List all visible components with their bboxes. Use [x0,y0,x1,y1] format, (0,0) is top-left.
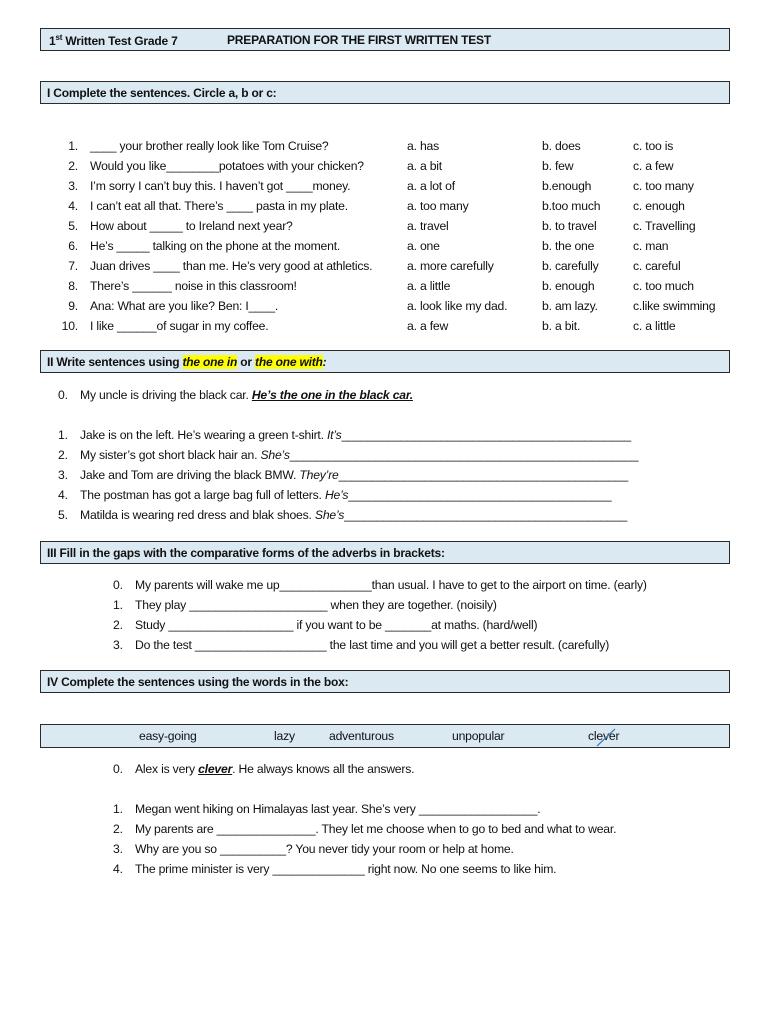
item-number: 3. [113,638,123,652]
test-title: PREPARATION FOR THE FIRST WRITTEN TEST [227,33,491,47]
word-lazy: lazy [274,729,295,743]
option-c: c. too many [633,179,694,193]
answer-blank: ____________________________________________ [341,428,631,442]
question-number: 8. [68,279,78,293]
section-2-header [40,350,730,373]
option-a: a. has [407,139,440,153]
item-number: 1. [58,428,68,442]
section-2-example: 0. My uncle is driving the black car. He’s the one in the black car. [58,388,413,402]
item-number: 1. [113,598,123,612]
sentence-text [80,508,627,522]
option-a: a. one [407,239,440,253]
answer-blank: ___________________________________________ [344,508,628,522]
section-3-header [40,541,730,564]
option-c: c. man [633,239,669,253]
question-number: 1. [68,139,78,153]
section-3-title: III Fill in the gaps with the comparative forms of the adverbs in brackets: [47,546,445,560]
item-number: 2. [113,822,123,836]
item-number: 4. [58,488,68,502]
option-a: a. a little [407,279,451,293]
word-sentence-text: The prime minister is very ______________ right now. No one seems to like him. [135,862,557,876]
option-b: b.enough [542,179,592,193]
option-c: c. too is [633,139,674,153]
question-number: 6. [68,239,78,253]
item-number: 5. [58,508,68,522]
answer-blank: ________________________________________ [348,488,612,502]
option-c: c. Travelling [633,219,696,233]
test-header [40,28,730,51]
item-number: 4. [113,862,123,876]
gap-text: My parents will wake me up______________than usual. I have to get to the airport on time. (early) [135,578,647,592]
sentence-prompt: Jake is on the left. He’s wearing a green t-shirt. [80,428,327,442]
question-text: I’m sorry I can’t buy this. I haven’t got ____money. [90,179,351,193]
option-c: c. a little [633,319,676,333]
strikeout-mark-icon [595,727,617,747]
option-b: b. am lazy. [542,299,598,313]
gap-text: Do the test ____________________ the last time and you will get a better result. (carefully) [135,638,610,652]
sentence-prompt: The postman has got a large bag full of letters. [80,488,325,502]
answer-blank: _____________________________________________________ [289,448,639,462]
question-number: 7. [68,259,78,273]
word-adventurous: adventurous [329,729,394,743]
section-2-title: II Write sentences using the one in or the one with: [47,355,327,369]
question-text: Would you like________potatoes with your chicken? [90,159,364,173]
section-4-header [40,670,730,693]
option-c: c. enough [633,199,685,213]
answer-blank: ____________________________________________ [338,468,629,482]
question-text: ____ your brother really look like Tom Cruise? [90,139,329,153]
item-number: 3. [113,842,123,856]
option-b: b.too much [542,199,601,213]
option-a: a. a bit [407,159,442,173]
sentence-text [80,428,631,442]
word-box [40,724,730,748]
gap-text: Study ___________________ if you want to be _______at maths. (hard/well) [135,618,538,632]
question-number: 9. [68,299,78,313]
option-a: a. travel [407,219,449,233]
question-text: There’s ______ noise in this classroom! [90,279,297,293]
word-easy-going: easy-going [139,729,197,743]
option-b: b. a bit. [542,319,581,333]
section-1-title: I Complete the sentences. Circle a, b or c: [47,86,277,100]
question-number: 3. [68,179,78,193]
sentence-text [80,488,611,502]
option-c: c. too much [633,279,694,293]
question-text: Ana: What are you like? Ben: I____. [90,299,279,313]
option-b: b. carefully [542,259,599,273]
section-1-header [40,81,730,104]
sentence-start: It’s [327,428,342,442]
sentence-prompt: Matilda is wearing red dress and blak shoes. [80,508,315,522]
question-text: Juan drives ____ than me. He’s very good at athletics. [90,259,373,273]
gap-text: They play _____________________ when they are together. (noisily) [135,598,497,612]
sentence-text [80,468,628,482]
word-sentence-text: My parents are _______________. They let me choose when to go to bed and what to wear. [135,822,617,836]
option-c: c. careful [633,259,681,273]
word-sentence-text: Megan went hiking on Himalayas last year. She’s very __________________. [135,802,541,816]
sentence-start: He’s [324,488,349,502]
item-number: 2. [58,448,68,462]
option-a: a. too many [407,199,469,213]
section-4-example: 0. Alex is very clever. He always knows all the answers. [113,762,415,776]
option-a: a. a few [407,319,449,333]
question-text: He’s _____ talking on the phone at the moment. [90,239,341,253]
item-number: 0. [113,578,123,592]
option-a: a. more carefully [407,259,494,273]
sentence-start: She’s [314,508,345,522]
option-c: c. a few [633,159,674,173]
sentence-start: She’s [260,448,290,462]
sentence-text [80,448,638,462]
word-clever: clever [588,729,620,743]
section-4-title: IV Complete the sentences using the words in the box: [47,675,349,689]
question-number: 10. [61,319,78,333]
sentence-prompt: Jake and Tom are driving the black BMW. [80,468,300,482]
item-number: 1. [113,802,123,816]
option-a: a. look like my dad. [407,299,508,313]
sentence-prompt: My sister’s got short black hair an. [80,448,261,462]
sentence-start: They’re [299,468,339,482]
option-b: b. few [542,159,574,173]
question-number: 2. [68,159,78,173]
option-b: b. does [542,139,581,153]
question-text: I like ______of sugar in my coffee. [90,319,269,333]
question-text: How about _____ to Ireland next year? [90,219,293,233]
item-number: 3. [58,468,68,482]
word-sentence-text: Why are you so __________? You never tidy your room or help at home. [135,842,514,856]
test-label: 1st Written Test Grade 7 [49,33,178,48]
question-text: I can’t eat all that. There’s ____ pasta in my plate. [90,199,348,213]
option-c: c.like swimming [633,299,716,313]
question-number: 5. [68,219,78,233]
option-b: b. enough [542,279,595,293]
option-a: a. a lot of [407,179,455,193]
option-b: b. the one [542,239,595,253]
question-number: 4. [68,199,78,213]
item-number: 2. [113,618,123,632]
word-unpopular: unpopular [452,729,505,743]
option-b: b. to travel [542,219,597,233]
